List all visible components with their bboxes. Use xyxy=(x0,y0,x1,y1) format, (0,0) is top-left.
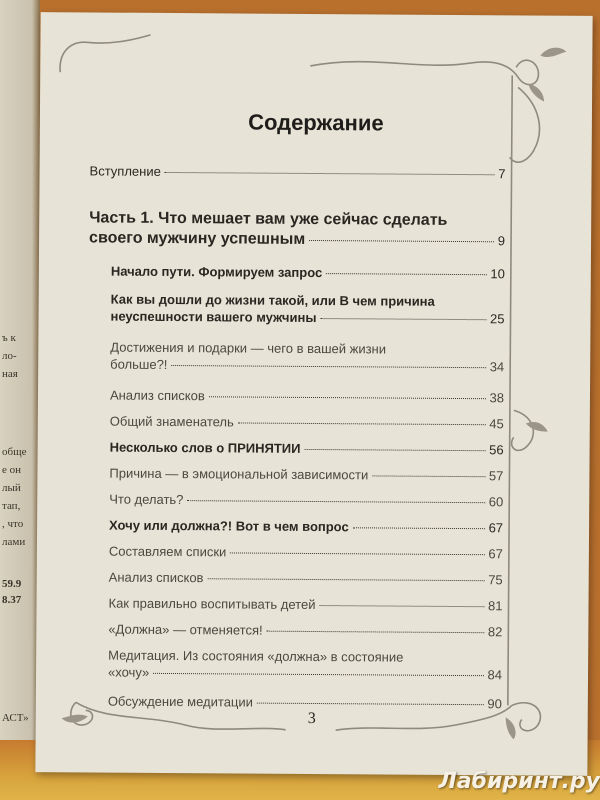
entry-title: Как правильно воспитывать детей xyxy=(108,595,316,613)
entry-page: 90 xyxy=(487,696,502,712)
entry-page: 45 xyxy=(489,416,504,432)
toc-entry xyxy=(109,569,503,589)
left-fragment: ъ к xyxy=(2,332,16,344)
toc-entry xyxy=(108,595,502,615)
leader-dots xyxy=(165,172,494,175)
leader-dots xyxy=(230,552,484,555)
entry-page: 60 xyxy=(488,494,504,510)
toc-entry xyxy=(109,465,503,485)
entry-page: 25 xyxy=(490,311,505,327)
entry-title: Анализ списков xyxy=(109,387,205,404)
entry-page: 38 xyxy=(489,390,505,406)
toc-entry xyxy=(108,621,502,641)
left-fragment: тап, xyxy=(2,500,21,512)
left-fragment: лый xyxy=(2,482,21,494)
leader-dots xyxy=(320,318,486,320)
frame-right-border xyxy=(508,75,512,705)
leader-dots xyxy=(353,527,485,529)
leader-dots xyxy=(171,365,485,368)
leader-dots xyxy=(267,631,484,634)
entry-page: 84 xyxy=(487,667,503,683)
left-fragment: 8.37 xyxy=(2,594,22,606)
entry-title: Вступление xyxy=(89,163,161,179)
left-fragment: АСТ» xyxy=(2,712,29,724)
toc-entry xyxy=(111,263,505,283)
toc-entry xyxy=(110,413,504,433)
left-fragment: е он xyxy=(2,464,22,476)
left-fragment: 59.9 xyxy=(2,578,22,590)
left-fragment: ло- xyxy=(2,350,17,362)
watermark-logo: Лабиринт.ру xyxy=(438,769,600,794)
left-page-text xyxy=(0,0,34,800)
entry-title-line2: больше?! xyxy=(110,356,168,372)
leader-dots xyxy=(238,422,486,425)
entry-title-line1: Медитация. Из состояния «должна» в состояние xyxy=(108,647,404,665)
toc-entry xyxy=(109,543,503,563)
entry-title: Обсуждение медитации xyxy=(107,693,253,710)
leader-dots xyxy=(187,500,484,503)
entry-title: Что делать? xyxy=(109,491,184,508)
leaf-icon xyxy=(528,83,544,101)
toc-entry xyxy=(109,491,503,511)
entry-page: 9 xyxy=(497,233,506,249)
entry-page: 57 xyxy=(488,468,504,484)
entry-page: 75 xyxy=(488,572,503,588)
entry-page: 34 xyxy=(489,359,505,375)
entry-title-line2: своего мужчину успешным xyxy=(89,229,306,248)
toc-entry xyxy=(109,517,503,537)
entry-title: Причина — в эмоциональной зависимости xyxy=(109,465,369,483)
entry-title: Составляем списки xyxy=(108,543,227,560)
entry-title-line2: неуспешности вашего мужчины xyxy=(110,308,317,326)
leader-dots xyxy=(309,240,494,242)
toc-entry xyxy=(110,291,504,328)
page-title: Содержание xyxy=(248,109,384,136)
entry-title: Анализ списков xyxy=(108,569,204,586)
toc-entry xyxy=(89,162,505,182)
frame-top-left-corner xyxy=(60,34,150,73)
leader-dots xyxy=(326,273,486,275)
left-fragment: обще xyxy=(2,446,27,458)
entry-title: «Должна» — отменяется! xyxy=(108,621,263,638)
entry-page: 7 xyxy=(498,166,506,182)
left-fragment: , что xyxy=(2,518,24,530)
page-number: 3 xyxy=(307,709,316,728)
entry-title: Общий знаменатель xyxy=(109,413,234,430)
leader-dots xyxy=(319,605,484,607)
leaf-icon xyxy=(526,422,548,432)
book-page xyxy=(35,12,592,776)
leaf-icon xyxy=(540,47,566,57)
entry-title-line1: Часть 1. Что мешает вам уже сейчас сделать xyxy=(89,209,448,229)
entry-title: Хочу или должна?! Вот в чем вопрос xyxy=(109,517,349,535)
toc-entry xyxy=(108,647,502,684)
leader-dots xyxy=(372,475,485,477)
leader-dots xyxy=(209,396,486,399)
entry-page: 67 xyxy=(488,546,503,562)
entry-title: Несколько слов о ПРИНЯТИИ xyxy=(109,439,301,456)
entry-title-line1: Как вы дошли до жизни такой, или В чем причина xyxy=(110,291,435,309)
entry-page: 56 xyxy=(489,442,504,458)
entry-title: Начало пути. Формируем запрос xyxy=(110,263,323,281)
toc-entry xyxy=(110,387,504,407)
entry-title-line1: Достижения и подарки — чего в вашей жизни xyxy=(110,339,387,357)
leader-dots xyxy=(153,673,483,676)
leader-dots xyxy=(305,449,486,451)
leader-dots xyxy=(207,578,484,581)
leader-dots xyxy=(257,703,483,706)
entry-page: 82 xyxy=(487,624,503,640)
entry-page: 81 xyxy=(488,598,503,614)
left-fragment: лами xyxy=(2,536,26,548)
toc-entry xyxy=(110,439,504,459)
toc-entry-part xyxy=(89,208,505,251)
frame-top-right-scroll xyxy=(310,59,538,85)
entry-page: 10 xyxy=(490,266,505,282)
entry-title-line2: «хочу» xyxy=(108,664,150,680)
toc-entry xyxy=(110,339,504,376)
left-fragment: ная xyxy=(2,368,18,380)
frame-right-scroll xyxy=(512,410,534,450)
entry-page: 67 xyxy=(488,520,504,536)
